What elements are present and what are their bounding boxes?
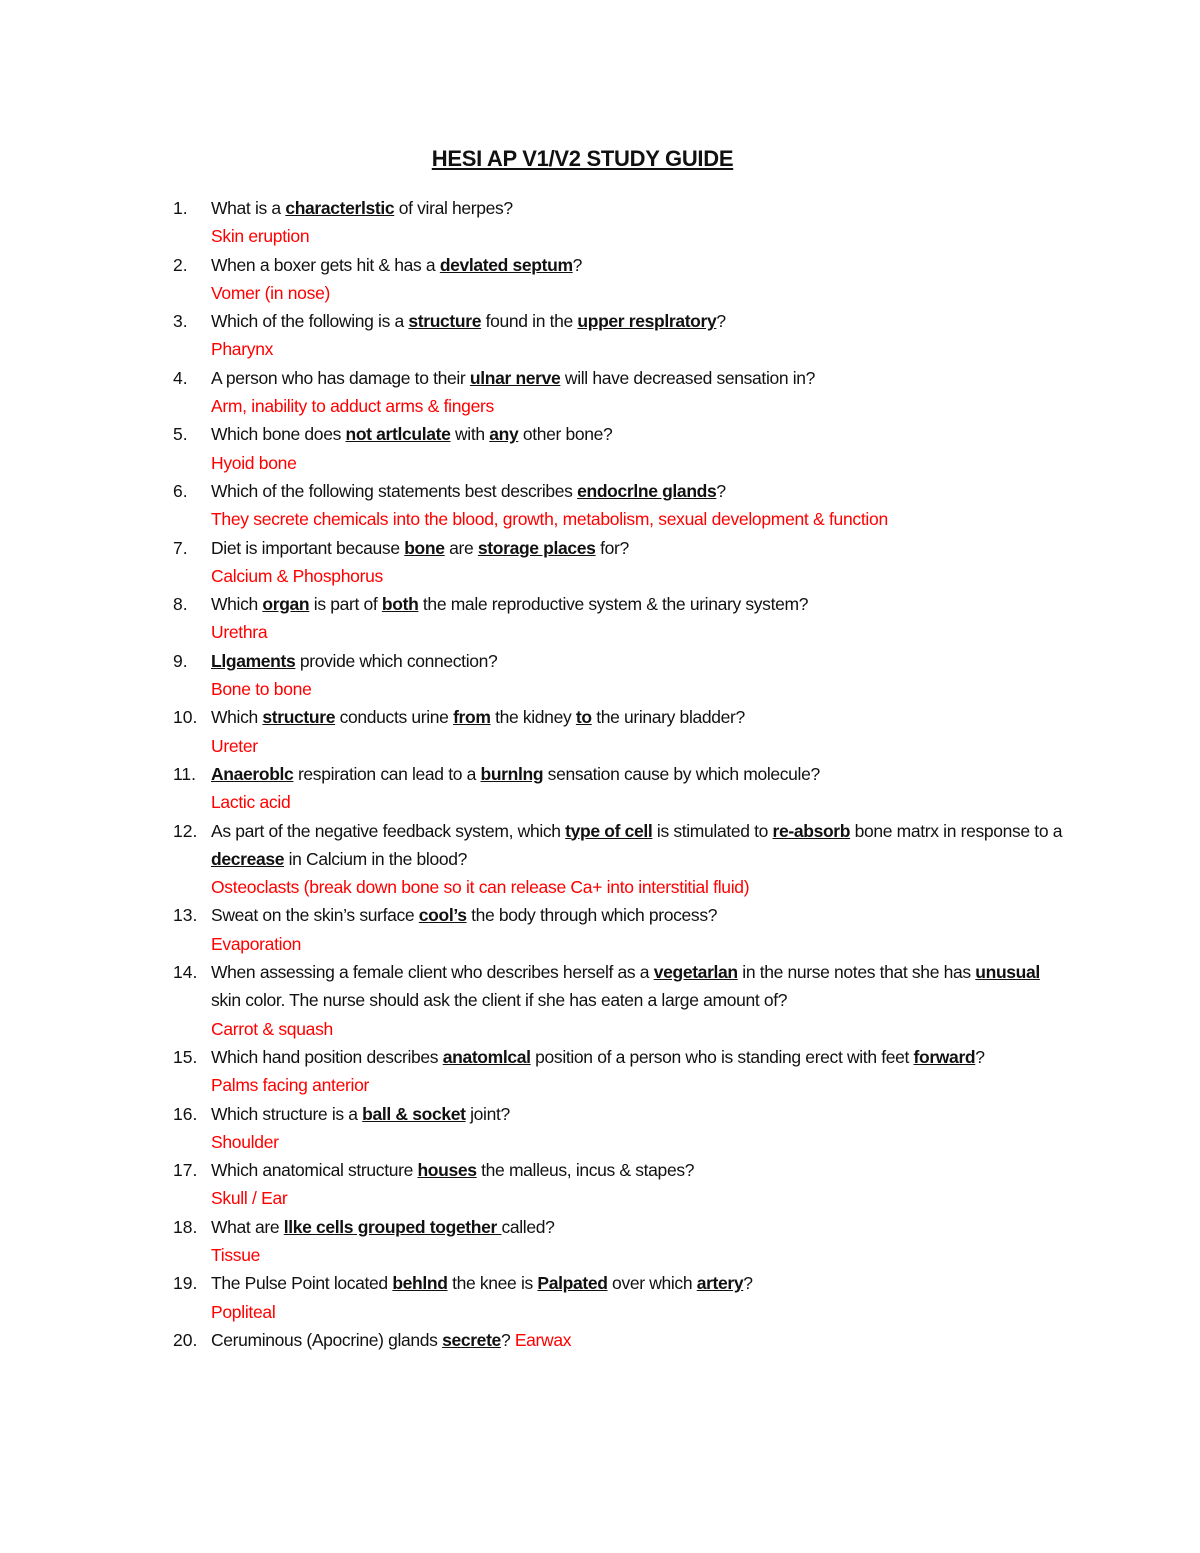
answer-text: Skin eruption xyxy=(211,226,310,247)
question-segment: is stimulated to xyxy=(652,820,773,841)
list-item xyxy=(173,1156,1073,1213)
question-segment: ulse xyxy=(255,1273,292,1294)
question-segment: Which of the following is a xyxy=(211,311,409,332)
question-text xyxy=(211,420,1073,448)
question-text xyxy=(211,647,1073,675)
question-segment: is part of xyxy=(309,594,382,615)
item-number: 18. xyxy=(173,1216,198,1237)
question-text xyxy=(211,477,1073,505)
item-number: 15. xyxy=(173,1046,198,1067)
question-segment: Which xyxy=(211,594,263,615)
answer-text: Carrot & squash xyxy=(211,1018,333,1039)
question-segment: As part of the negative feedback system, which xyxy=(211,820,566,841)
question-segment: skin color. The nurse should ask the client if she has eaten a large amount of? xyxy=(211,990,788,1011)
question-segment: in the nurse notes that she has xyxy=(737,962,976,983)
question-segment: Which bone does xyxy=(211,424,346,445)
keyword-emphasis: bone xyxy=(404,537,445,558)
keyword-emphasis: both xyxy=(381,594,419,615)
answer-text: Tissue xyxy=(211,1244,261,1265)
question-text xyxy=(211,590,1073,618)
keyword-emphasis: organ xyxy=(262,594,310,615)
keyword-emphasis: storage places xyxy=(477,537,596,558)
list-item xyxy=(173,958,1073,1043)
item-number: 13. xyxy=(173,905,198,926)
keyword-emphasis: re-absorb xyxy=(772,820,851,841)
question-text xyxy=(211,1043,1073,1071)
question-text xyxy=(211,534,1073,562)
keyword-emphasis: endocrlne glands xyxy=(577,480,717,501)
question-segment: Which of the following statements best describes xyxy=(211,480,578,501)
question-segment: ? xyxy=(716,311,726,332)
answer-text: Earwax xyxy=(514,1329,572,1350)
question-text xyxy=(211,307,1073,335)
question-segment: the body through which process? xyxy=(466,905,718,926)
keyword-emphasis: houses xyxy=(417,1160,477,1181)
list-item xyxy=(173,1100,1073,1157)
document-title: HESI AP V1/V2 STUDY GUIDE xyxy=(431,146,734,171)
list-item xyxy=(173,194,1073,251)
keyword-emphasis: devlated septum xyxy=(439,254,573,275)
keyword-emphasis: secrete xyxy=(442,1329,501,1350)
question-segment: are xyxy=(444,537,478,558)
question-segment: When a boxer gets hit & has a xyxy=(211,254,440,275)
question-text xyxy=(211,1156,1073,1184)
question-segment: joint? xyxy=(465,1103,510,1124)
item-number: 6. xyxy=(173,480,188,501)
list-item xyxy=(173,901,1073,958)
keyword-emphasis: upper resplratory xyxy=(577,311,717,332)
list-item xyxy=(173,817,1073,902)
keyword-emphasis: ball & socket xyxy=(362,1103,466,1124)
question-segment: in Calcium in the blood? xyxy=(284,848,467,869)
keyword-emphasis: decrease xyxy=(211,848,285,869)
question-segment: Which xyxy=(211,707,263,728)
answer-text: Calcium & Phosphorus xyxy=(211,565,383,586)
keyword-emphasis: unusual xyxy=(975,962,1040,983)
list-item xyxy=(173,307,1073,364)
keyword-emphasis: ulnar nerve xyxy=(469,367,561,388)
list-item xyxy=(173,590,1073,647)
item-number: 16. xyxy=(173,1103,198,1124)
question-segment: for? xyxy=(595,537,629,558)
answer-text: Ureter xyxy=(211,735,258,756)
question-segment: What is a xyxy=(211,198,286,218)
answer-text: Bone to bone xyxy=(211,679,312,700)
keyword-emphasis: vegetarlan xyxy=(653,962,738,983)
keyword-emphasis: any xyxy=(489,424,519,445)
item-number: 4. xyxy=(173,367,188,388)
answer-text: They secrete chemicals into the blood, growth, metabolism, sexual development & function xyxy=(211,509,888,530)
question-segment: respiration can lead to a xyxy=(293,763,481,784)
question-segment: of viral herpes? xyxy=(394,198,513,218)
keyword-emphasis: type of cell xyxy=(565,820,653,841)
question-segment: ? xyxy=(743,1273,753,1294)
keyword-emphasis: cool’s xyxy=(418,905,467,926)
question-segment: the malleus, incus & stapes? xyxy=(476,1160,695,1181)
keyword-emphasis: structure xyxy=(408,311,482,332)
question-segment: ? xyxy=(572,254,583,275)
question-segment: Which hand position describes xyxy=(211,1046,443,1067)
answer-text: Urethra xyxy=(211,622,268,643)
answer-text: Evaporation xyxy=(211,933,302,954)
question-text xyxy=(211,901,1073,929)
question-segment: P xyxy=(244,1273,256,1294)
keyword-emphasis: Anaeroblc xyxy=(211,763,294,784)
list-item xyxy=(173,760,1073,817)
question-segment: will have decreased sensation in? xyxy=(560,367,816,388)
keyword-emphasis: to xyxy=(575,707,592,728)
list-item xyxy=(173,1213,1073,1270)
answer-text: Hyoid bone xyxy=(211,452,297,473)
question-segment: sensation cause by which molecule? xyxy=(543,763,820,784)
item-number: 1. xyxy=(173,198,188,218)
question-text xyxy=(211,364,1073,392)
question-text xyxy=(211,1100,1073,1128)
question-text xyxy=(211,703,1073,731)
question-segment: called? xyxy=(501,1216,555,1237)
question-text xyxy=(211,251,1073,279)
question-text xyxy=(211,1326,1073,1354)
item-number: 5. xyxy=(173,424,188,445)
question-segment: over which xyxy=(607,1273,697,1294)
question-text xyxy=(211,817,1073,874)
item-number: 20. xyxy=(173,1329,198,1350)
answer-text: Palms facing anterior xyxy=(211,1075,370,1096)
question-segment: When assessing a female client who describes herself as a xyxy=(211,962,654,983)
item-number: 14. xyxy=(173,962,198,983)
answer-text: Pharynx xyxy=(211,339,274,360)
keyword-emphasis: artery xyxy=(696,1273,744,1294)
question-segment: the urinary bladder? xyxy=(591,707,745,728)
keyword-emphasis: anatomlcal xyxy=(442,1046,531,1067)
question-segment: ? xyxy=(716,480,726,501)
keyword-emphasis: behlnd xyxy=(392,1273,448,1294)
question-segment: oint located xyxy=(302,1273,393,1294)
question-segment: What are xyxy=(211,1216,284,1237)
question-segment: P xyxy=(291,1273,303,1294)
item-number: 2. xyxy=(173,254,188,275)
question-text xyxy=(211,760,1073,788)
item-number: 19. xyxy=(173,1273,198,1294)
list-item xyxy=(173,251,1073,308)
question-segment: ? xyxy=(500,1329,515,1350)
question-segment: Which anatomical structure xyxy=(211,1160,418,1181)
list-item xyxy=(173,1326,1073,1354)
item-number: 7. xyxy=(173,537,188,558)
keyword-emphasis: structure xyxy=(262,707,336,728)
answer-text: Lactic acid xyxy=(211,792,291,813)
question-segment: Diet is important because xyxy=(211,537,405,558)
question-segment: with xyxy=(450,424,490,445)
answer-text: Skull / Ear xyxy=(211,1188,288,1209)
list-item xyxy=(173,364,1073,421)
item-number: 9. xyxy=(173,650,188,671)
keyword-emphasis: Palpated xyxy=(537,1273,608,1294)
list-item xyxy=(173,477,1073,534)
keyword-emphasis: from xyxy=(453,707,491,728)
question-text xyxy=(211,958,1073,1015)
list-item xyxy=(173,420,1073,477)
question-segment: The xyxy=(211,1273,245,1294)
keyword-emphasis: forward xyxy=(913,1046,976,1067)
question-segment: found in the xyxy=(481,311,578,332)
keyword-emphasis: llke cells grouped together xyxy=(283,1216,502,1237)
item-number: 11. xyxy=(173,763,197,784)
question-segment: Ceruminous (Apocrine) glands xyxy=(211,1329,443,1350)
question-list xyxy=(173,194,1073,1354)
question-segment: A person who has damage to their xyxy=(211,367,470,388)
answer-text: Popliteal xyxy=(211,1301,276,1322)
list-item xyxy=(173,1043,1073,1100)
list-item xyxy=(173,703,1073,760)
answer-text: Vomer (in nose) xyxy=(211,282,331,303)
item-number: 17. xyxy=(173,1160,198,1181)
list-item xyxy=(173,1269,1073,1326)
question-text xyxy=(211,194,1073,222)
item-number: 12. xyxy=(173,820,198,841)
question-text xyxy=(211,1213,1073,1241)
question-segment: other bone? xyxy=(518,424,613,445)
list-item xyxy=(173,534,1073,591)
question-segment: ? xyxy=(975,1046,985,1067)
question-segment: the kidney xyxy=(490,707,576,728)
list-item xyxy=(173,647,1073,704)
keyword-emphasis: burnlng xyxy=(480,763,544,784)
question-segment: the knee is xyxy=(447,1273,538,1294)
item-number: 10. xyxy=(173,707,198,728)
keyword-emphasis: characterlstic xyxy=(285,198,395,218)
question-segment: conducts urine xyxy=(335,707,454,728)
keyword-emphasis: Llgaments xyxy=(211,650,296,671)
item-number: 8. xyxy=(173,594,188,615)
question-segment: bone matrx in response to a xyxy=(850,820,1063,841)
question-segment: provide which connection? xyxy=(295,650,498,671)
answer-text: Osteoclasts (break down bone so it can release Ca+ into interstitial fluid) xyxy=(211,877,750,898)
item-number: 3. xyxy=(173,311,188,332)
keyword-emphasis: not artlculate xyxy=(345,424,451,445)
question-segment: Sweat on the skin’s surface xyxy=(211,905,419,926)
answer-text: Arm, inability to adduct arms & fingers xyxy=(211,396,494,417)
question-text xyxy=(211,1269,1073,1297)
question-segment: Which structure is a xyxy=(211,1103,363,1124)
answer-text: Shoulder xyxy=(211,1131,279,1152)
question-segment: position of a person who is standing erect with feet xyxy=(530,1046,914,1067)
question-segment: the male reproductive system & the urinary system? xyxy=(418,594,809,615)
